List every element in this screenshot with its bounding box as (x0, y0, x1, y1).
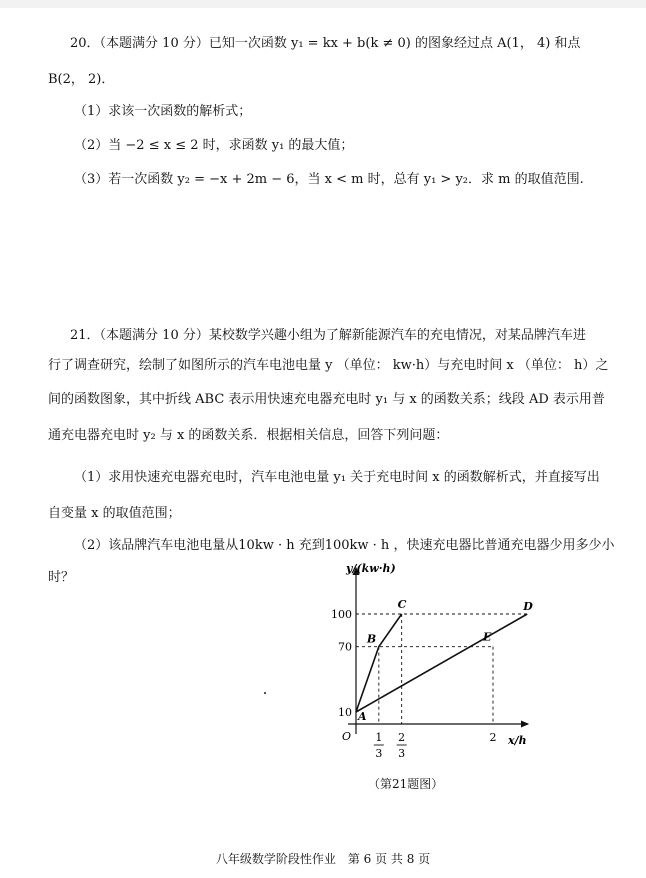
x-axis-label: x/h (508, 734, 527, 747)
point-label-C: C (397, 598, 407, 611)
q20-line2: B(2， 2)． (48, 72, 115, 87)
q20-part3: （3）若一次函数 y₂ = −x + 2m − 6，当 x < m 时，总有 y₁ > y₂．求 m 的取值范围. (74, 172, 584, 187)
x-tick-den-1: 3 (398, 747, 406, 760)
q21-line2: 行了调查研究，绘制了如图所示的汽车电池电量 y （单位： kw·h）与充电时间 x （单位： h）之 (48, 358, 609, 373)
page-footer: 八年级数学阶段性作业 第 6 页 共 8 页 (215, 852, 431, 866)
x-tick-2: 2 (489, 731, 497, 744)
q21-part2a: （2）该品牌汽车电池电量从10kw · h 充到100kw · h ，快速充电器比普通充电器少用多少小 (74, 538, 615, 553)
q21-line4: 通充电器充电时 y₂ 与 x 的函数关系．根据相关信息，回答下列问题： (48, 428, 449, 443)
page-top-edge (0, 0, 646, 8)
y-tick-100: 100 (331, 608, 352, 621)
series-AD (356, 614, 527, 712)
point-label-B: B (366, 632, 377, 646)
figure-caption: （第21题图） (368, 777, 444, 791)
point-label-D: D (523, 600, 533, 613)
y-tick-70: 70 (338, 640, 352, 654)
scan-speck (264, 692, 266, 694)
q20-line1: 20．（本题满分 10 分）已知一次函数 y₁ = kx + b(k ≠ 0) 的图象经过点 A(1， 4) 和点 (70, 36, 581, 51)
q21-line3: 间的函数图象，其中折线 ABC 表示用快速充电器充电时 y₁ 与 x 的函数关系；线段 AD 表示用普 (48, 392, 605, 407)
q21-line1: 21．（本题满分 10 分）某校数学兴趣小组为了解新能源汽车的充电情况，对某品牌汽车进 (70, 328, 586, 343)
y-tick-10: 10 (338, 706, 352, 719)
y-axis-label: y/(kw·h) (346, 562, 396, 575)
q21-part1a: （1）求用快速充电器充电时，汽车电池电量 y₁ 关于充电时间 x 的函数解析式，并直接写出 (74, 470, 600, 485)
q20-part2: （2）当 −2 ≤ x ≤ 2 时，求函数 y₁ 的最大值； (74, 138, 354, 153)
point-label-E: E (483, 630, 492, 644)
x-tick-den-0: 3 (375, 747, 383, 760)
origin-label: O (342, 730, 352, 743)
q20-part1: （1）求该一次函数的解析式； (74, 104, 252, 119)
point-label-A: A (358, 710, 367, 723)
q21-function-graph (318, 558, 538, 798)
x-tick-num-0: 1 (375, 731, 383, 744)
x-tick-num-1: 2 (398, 731, 406, 744)
q21-part2b: 时？ (48, 570, 75, 585)
q21-part1b: 自变量 x 的取值范围； (48, 506, 181, 521)
